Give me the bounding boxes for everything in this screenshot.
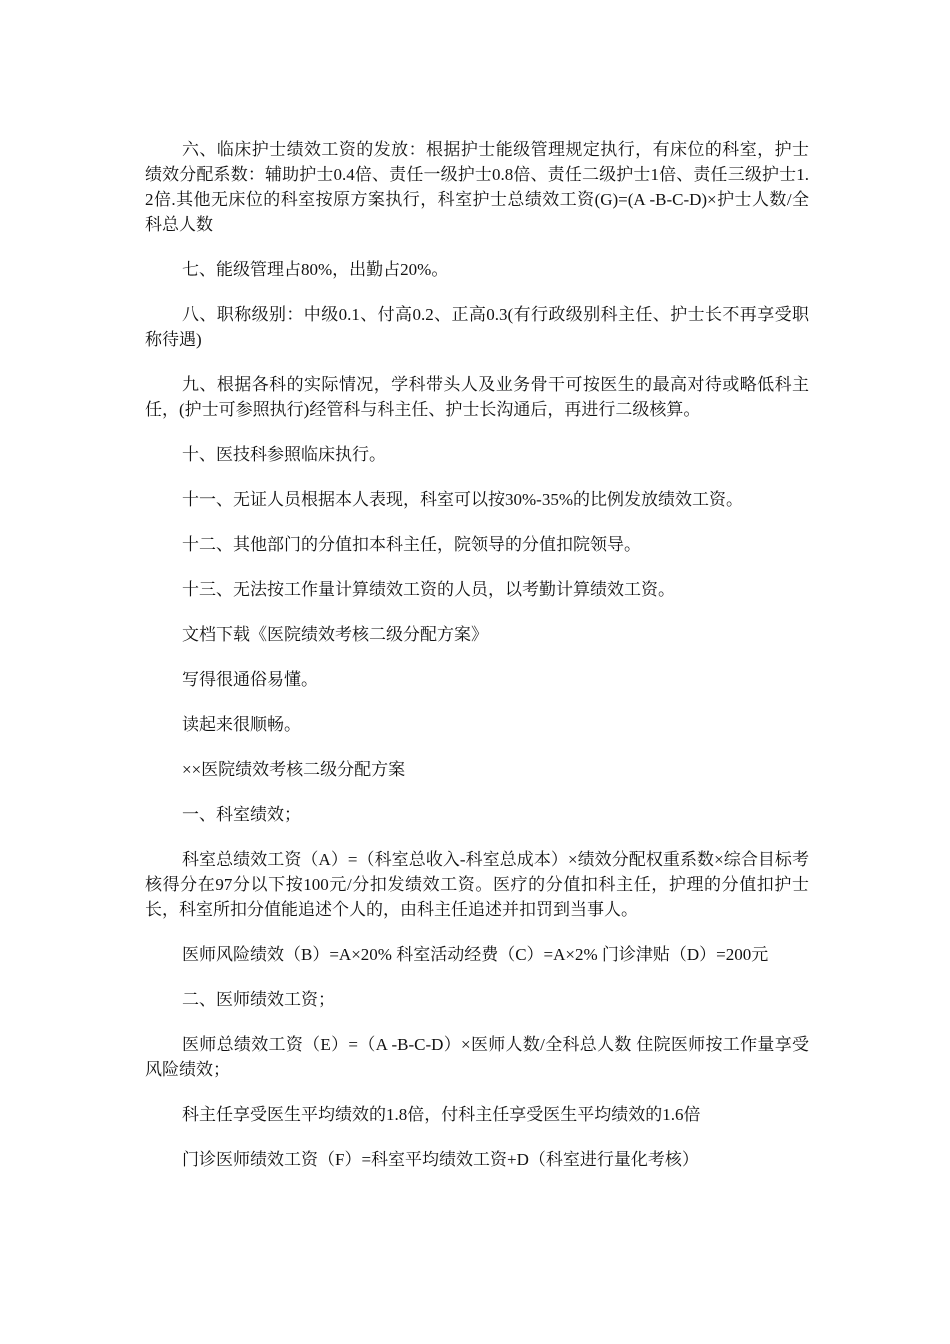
paragraph-title-level: 八、职称级别：中级0.1、付高0.2、正高0.3(有行政级别科主任、护士长不再享受职称待遇) bbox=[145, 305, 809, 349]
paragraph-department-performance-heading: 一、科室绩效； bbox=[182, 805, 301, 824]
paragraph-easy-to-understand: 写得很通俗易懂。 bbox=[182, 670, 318, 689]
paragraph-level-management-ratio: 七、能级管理占80%，出勤占20%。 bbox=[182, 260, 449, 279]
paragraph-uncertified-staff: 十一、无证人员根据本人表现，科室可以按30%-35%的比例发放绩效工资。 bbox=[182, 490, 743, 509]
paragraph-medical-tech: 十、医技科参照临床执行。 bbox=[182, 445, 386, 464]
paragraph-nurse-performance-pay: 六、临床护士绩效工资的发放：根据护士能级管理规定执行，有床位的科室，护士绩效分配系数：辅助护士0.4倍、责任一级护士0.8倍、责任二级护士1倍、责任三级护士1.2倍.其他无床位的科室按原方案执行，科室护士总绩效工资(G)=(A -B-C-D)×护士人数/全科总人数 bbox=[145, 140, 809, 234]
paragraph-physician-total-pay: 医师总绩效工资（E）=（A -B-C-D）×医师人数/全科总人数 住院医师按工作量享受风险绩效； bbox=[145, 1035, 809, 1079]
paragraph-attendance-based: 十三、无法按工作量计算绩效工资的人员，以考勤计算绩效工资。 bbox=[182, 580, 675, 599]
paragraph-department-total-pay: 科室总绩效工资（A）=（科室总收入-科室总成本）×绩效分配权重系数×综合目标考核得分在97分以下按100元/分扣发绩效工资。医疗的分值扣科主任，护理的分值扣护士长，科室所扣分值能追述个人的，由科主任追述并扣罚到当事人。 bbox=[145, 850, 809, 919]
paragraph-outpatient-physician-pay: 门诊医师绩效工资（F）=科室平均绩效工资+D（科室进行量化考核） bbox=[182, 1150, 699, 1169]
paragraph-director-multiplier: 科主任享受医生平均绩效的1.8倍，付科主任享受医生平均绩效的1.6倍 bbox=[182, 1105, 701, 1124]
paragraph-physician-risk-pay: 医师风险绩效（B）=A×20% 科室活动经费（C）=A×2% 门诊津贴（D）=200元 bbox=[182, 945, 769, 964]
paragraph-plan-title: ××医院绩效考核二级分配方案 bbox=[182, 760, 406, 779]
document-page bbox=[145, 137, 809, 1192]
paragraph-other-departments: 十二、其他部门的分值扣本科主任，院领导的分值扣院领导。 bbox=[182, 535, 641, 554]
paragraph-physician-pay-heading: 二、医师绩效工资； bbox=[182, 990, 335, 1009]
paragraph-department-situation: 九、根据各科的实际情况，学科带头人及业务骨干可按医生的最高对待或略低科主任，(护士可参照执行)经管科与科主任、护士长沟通后，再进行二级核算。 bbox=[145, 375, 809, 419]
paragraph-document-download: 文档下载《医院绩效考核二级分配方案》 bbox=[182, 625, 488, 644]
paragraph-reads-smoothly: 读起来很顺畅。 bbox=[182, 715, 301, 734]
